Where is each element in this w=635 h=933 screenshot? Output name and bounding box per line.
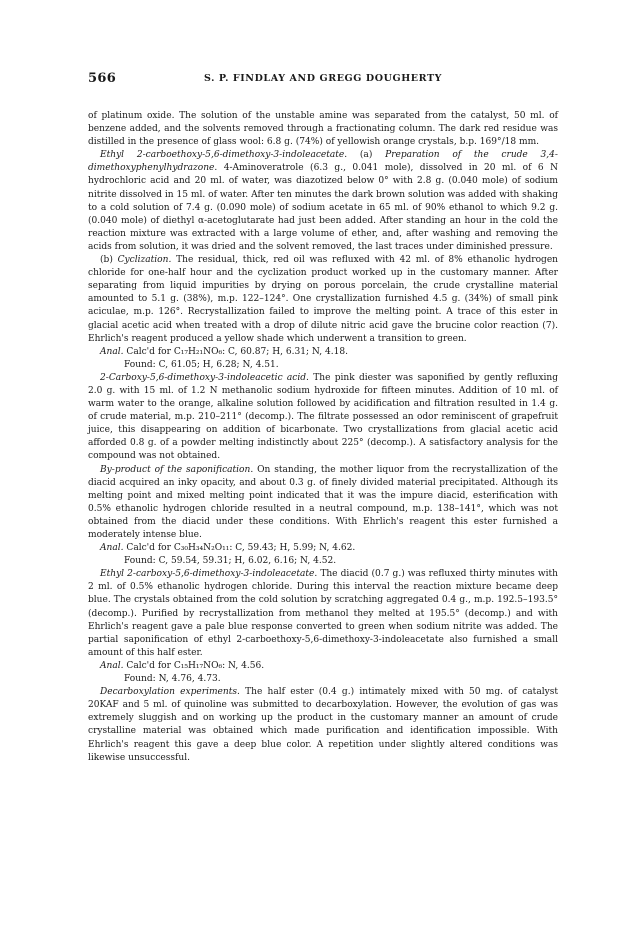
paragraph-text: The pink diester was saponified by gently refluxing 2.0 g. with 15 ml. of 1.2 N methanolic sodium hydroxide for fifteen minutes. Addition of 10 ml. of warm water to the orange, alkaline solution followed by acidification and filtration resulted in 1.4 g. of crude material, m.p. 210–211° (decomp.). The filtrate possessed an odor reminiscent of grapefruit juice, this disappearing on addition of bicarbonate. Two crystallizations from glacial acetic acid afforded 0.8 g. of a powder melting indistinctly about 225° (decomp.). A satisfactory analysis for the compound was not obtained. [88,372,558,462]
paragraph-text: (a) [347,150,386,161]
article-body [88,110,558,765]
analysis-found [88,555,558,568]
paragraph-text: The half ester (0.4 g.) intimately mixed with 50 mg. of catalyst 20KAF and 5 ml. of quinoline was submitted to decarboxylation. However, the evolution of gas was extremely sluggish and on working up the product in the customary manner an amount of crude crystalline material was obtained which made purification and identification impossible. With Ehrlich's reagent this gave a deep blue color. A repetition under slightly altered conditions was likewise unsuccessful. [88,687,558,763]
paragraph-text: On standing, the mother liquor from the recrystallization of the diacid acquired an inky opacity, and about 0.3 g. of finely divided material precipitated. Although its melting point and mixed melting point indicated that it was the impure diacid, esterification with 0.5% ethanolic hydrogen chloride resulted in a neutral compound, m.p. 138–141°, which was not obtained from the diacid under these conditions. With Ehrlich's reagent this ester furnished a moderately intense blue. [88,464,558,540]
section-heading: Decarboxylation experiments. [100,687,240,698]
paragraph-continuation [88,110,558,149]
running-head: S. P. FINDLAY AND GREGG DOUGHERTY [204,73,442,84]
analysis-calculated [88,542,558,555]
section-heading: Ethyl 2-carboethoxy-5,6-dimethoxy-3-indoleacetate. [100,150,348,161]
analysis-found [88,673,558,686]
paragraph-text: of platinum oxide. The solution of the unstable amine was separated from the catalyst, 50 ml. of benzene added, and the solvents removed through a fractionating column. The dark red residue was distilled in the presence of glass wool: 6.8 g. (74%) of yellowish orange crystals, b.p. 169°/18 mm. [88,111,558,148]
journal-page [88,71,558,765]
paragraph-text: The diacid (0.7 g.) was refluxed thirty minutes with 2 ml. of 0.5% ethanolic hydrogen chloride. During this interval the reaction mixture became deep blue. The crystals obtained from the cold solution by scratching aggregated 0.4 g., m.p. 192.5–193.5° (decomp.). Purified by recrystallization from methanol they melted at 195.5° (decomp.) and with Ehrlich's reagent gave a pale blue response converted to green when sodium nitrite was added. The partial saponification of ethyl 2-carboethoxy-5,6-dimethoxy-3-indoleacetate also furnished a small amount of this half ester. [88,569,558,658]
page-header [88,71,558,89]
analysis-label: Anal. [100,346,124,357]
paragraph-byproduct [88,464,558,543]
section-heading: 2-Carboxy-5,6-dimethoxy-3-indoleacetic acid. [100,372,309,383]
section-heading: Ethyl 2-carboxy-5,6-dimethoxy-3-indoleacetate. [100,569,318,580]
analysis-text: Calc'd for C₁₇H₂₁NO₆: C, 60.87; H, 6.31; N, 4.18. [123,346,349,357]
analysis-text: Found: C, 59.54, 59.31; H, 6.02, 6.16; N, 4.52. [124,556,337,567]
analysis-label: Anal. [100,660,124,671]
subsection-heading: Preparation of the crude 3,4-dimethoxyphenylhydrazone. [88,150,558,174]
analysis-text: Found: N, 4.76, 4.73. [124,674,221,685]
analysis-text: Calc'd for C₁₅H₁₇NO₆: N, 4.56. [123,660,265,671]
analysis-found [88,359,558,372]
paragraph-text: The residual, thick, red oil was refluxed with 42 ml. of 8% ethanolic hydrogen chloride for one-half hour and the cyclization product worked up in the customary manner. After separating from liquid impurities by drying on porous porcelain, the crude crystalline material amounted to 5.1 g. (38%), m.p. 122–124°. One crystallization furnished 4.5 g. (34%) of small pink aciculae, m.p. 126°. Recrystallization failed to improve the melting point. A trace of this ester in glacial acetic acid when treated with a drop of dilute nitric acid gave the brucine color reaction (7). Ehrlich's reagent produced a yellow shade which underwent a transition to green. [88,255,558,344]
section-heading: By-product of the saponification. [100,464,254,475]
paragraph-cyclization [88,254,558,346]
subsection-heading: Cyclization. [117,255,172,266]
paragraph-decarboxylation [88,686,558,765]
analysis-label: Anal. [100,543,124,554]
paragraph-ester-preparation [88,149,558,254]
paragraph-text: 4-Aminoveratrole (6.3 g., 0.041 mole), dissolved in 20 ml. of 6 N hydrochloric acid and 20 ml. of water, was diazotized below 0° with 2.8 g. (0.040 mole) of sodium nitrite dissolved in 15 ml. of water. After ten minutes the dark brown solution was added with shaking to a cold solution of 7.4 g. (0.090 mole) of sodium acetate in 65 ml. of 90% ethanol to which 9.2 g. (0.040 mole) of diethyl α-acetoglutarate had just been added. After standing an hour in the cold the reaction mixture was extracted with a large volume of ether, and, after washing and removing the acids from solution, it was dried and the solvent removed, the last traces under diminished pressure. [88,163,558,252]
analysis-text: Calc'd for C₃₀H₃₄N₂O₁₁: C, 59.43; H, 5.99; N, 4.62. [123,543,356,554]
paragraph-lead: (b) [100,255,118,266]
analysis-calculated [88,660,558,673]
analysis-text: Found: C, 61.05; H, 6.28; N, 4.51. [124,359,279,370]
paragraph-half-ester [88,568,558,660]
page-number: 566 [88,71,117,86]
analysis-calculated [88,346,558,359]
paragraph-diacid [88,372,558,464]
